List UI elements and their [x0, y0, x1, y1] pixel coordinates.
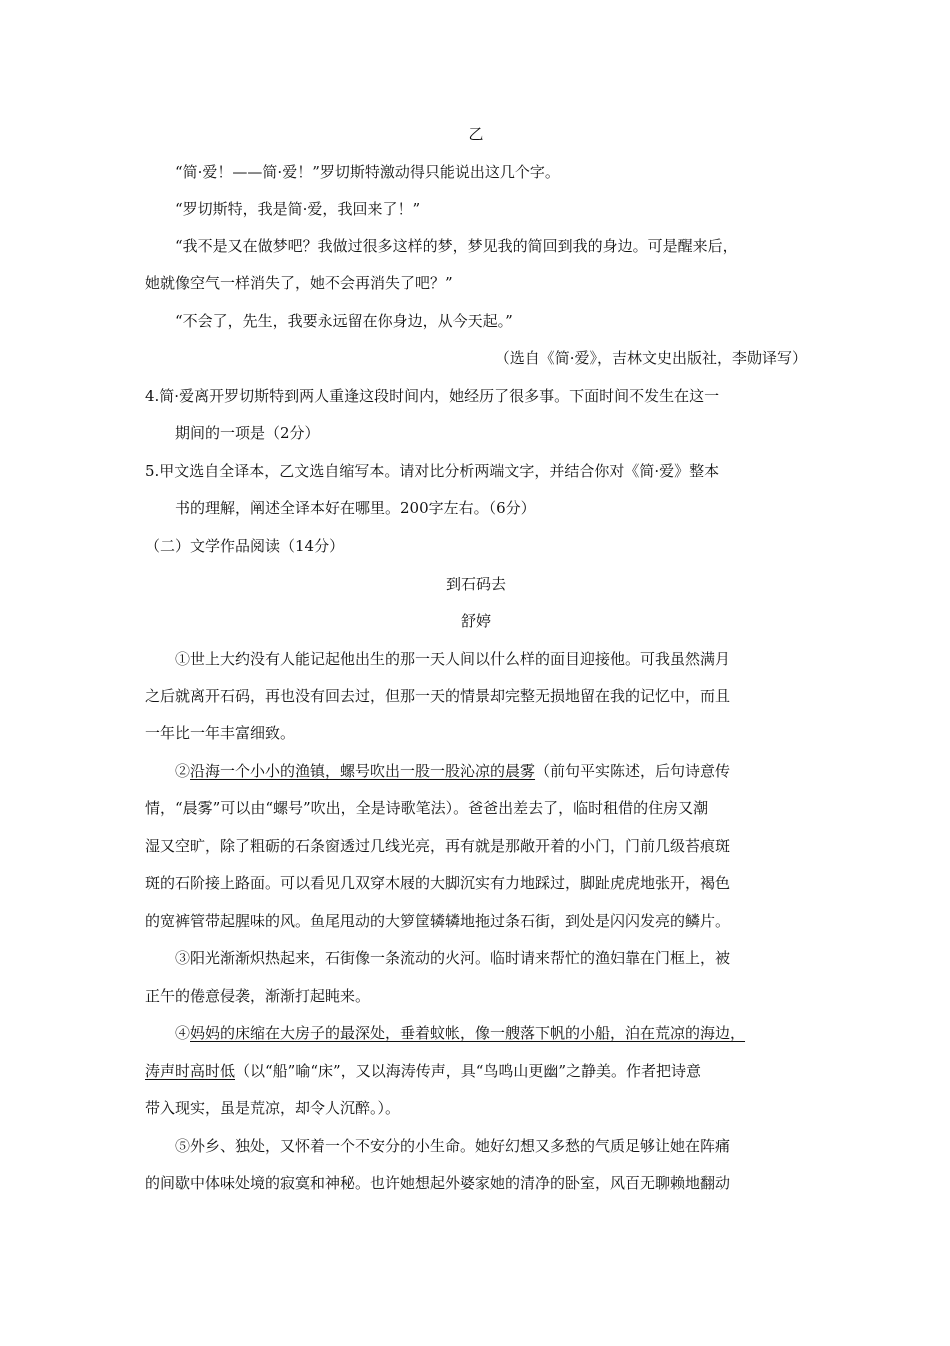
paragraph-2-line-1 [145, 761, 807, 781]
paragraph-2-line-2: 情，“晨雾”可以由“螺号”吹出，全是诗歌笔法）。爸爸出差去了，临时租借的住房又潮 [145, 799, 709, 817]
paragraph-4-underlined-end: 涛声时高时低 [145, 1062, 236, 1080]
paragraph-4-underlined-sentence: 妈妈的床缩在大房子的最深处，垂着蚊帐，像一艘落下帆的小船，泊在荒凉的海边， [190, 1024, 746, 1042]
paragraph-4-annotation: （以“船”喻“床”，又以海涛传声，具“鸟鸣山更幽”之静美。作者把诗意 [235, 1062, 702, 1080]
paragraph-4-line-1 [145, 1023, 807, 1043]
paragraph-2-number: ② [175, 762, 191, 780]
section-heading-yi: 乙 [468, 125, 484, 143]
paragraph-3-line-1: ③阳光渐渐炽热起来，石街像一条流动的火河。临时请来帮忙的渔妇靠在门框上，被 [175, 949, 731, 967]
source-citation: （选自《简·爱》，吉林文史出版社，李勋译写） [494, 349, 807, 367]
dialogue-line-3a: “我不是又在做梦吧？我做过很多这样的梦，梦见我的简回到我的身边。可是醒来后， [175, 237, 738, 255]
paragraph-1-line-2: 之后就离开石码，再也没有回去过，但那一天的情景却完整无损地留在我的记忆中，而且 [145, 687, 731, 705]
paragraph-4-line-3: 带入现实，虽是荒凉，却令人沉醉。）。 [145, 1099, 401, 1117]
paragraph-1-line-3: 一年比一年丰富细致。 [145, 724, 296, 742]
paragraph-3-line-2: 正午的倦意侵袭，渐渐打起盹来。 [145, 987, 371, 1005]
dialogue-line-4: “不会了，先生，我要永远留在你身边，从今天起。” [175, 312, 513, 330]
dialogue-line-1: “简·爱！——简·爱！”罗切斯特激动得只能说出这几个字。 [175, 163, 560, 181]
article-author: 舒婷 [460, 612, 491, 630]
question-5-line-2: 书的理解，阐述全译本好在哪里。200字左右。（6分） [175, 499, 536, 517]
paragraph-4-line-2 [145, 1061, 807, 1081]
question-5-line-1: 5.甲文选自全译本，乙文选自缩写本。请对比分析两端文字，并结合你对《简·爱》整本 [145, 462, 720, 480]
question-4-line-1: 4.简·爱离开罗切斯特到两人重逢这段时间内，她经历了很多事。下面时间不发生在这一 [145, 387, 720, 405]
paragraph-2-annotation-start: （前句平实陈述，后句诗意传 [535, 762, 731, 780]
paragraph-5-line-1: ⑤外乡、独处，又怀着一个不安分的小生命。她好幻想又多愁的气质足够让她在阵痛 [175, 1137, 731, 1155]
paragraph-4-number: ④ [175, 1024, 191, 1042]
section-heading-two: （二）文学作品阅读（14分） [145, 537, 345, 555]
paragraph-2-underlined-sentence: 沿海一个小小的渔镇，螺号吹出一股一股沁凉的晨雾 [190, 762, 536, 780]
paragraph-1-line-1: ①世上大约没有人能记起他出生的那一天人间以什么样的面目迎接他。可我虽然满月 [175, 650, 731, 668]
article-title: 到石码去 [445, 575, 506, 593]
paragraph-2-line-4: 斑的石阶接上路面。可以看见几双穿木屐的大脚沉实有力地踩过，脚趾虎虎地张开，褐色 [145, 874, 731, 892]
dialogue-line-3b: 她就像空气一样消失了，她不会再消失了吧？” [145, 274, 453, 292]
dialogue-line-2: “罗切斯特，我是简·爱，我回来了！” [175, 200, 421, 218]
paragraph-2-line-5: 的宽裤管带起腥味的风。鱼尾甩动的大箩筐辚辚地拖过条石街，到处是闪闪发亮的鳞片。 [145, 912, 731, 930]
paragraph-2-line-3: 湿又空旷，除了粗砺的石条窗透过几线光亮，再有就是那敞开着的小门，门前几级苔痕斑 [145, 837, 731, 855]
paragraph-5-line-2: 的间歇中体味处境的寂寞和神秘。也许她想起外婆家她的清净的卧室，风百无聊赖地翻动 [145, 1174, 731, 1192]
question-4-line-2: 期间的一项是（2分） [175, 424, 320, 442]
